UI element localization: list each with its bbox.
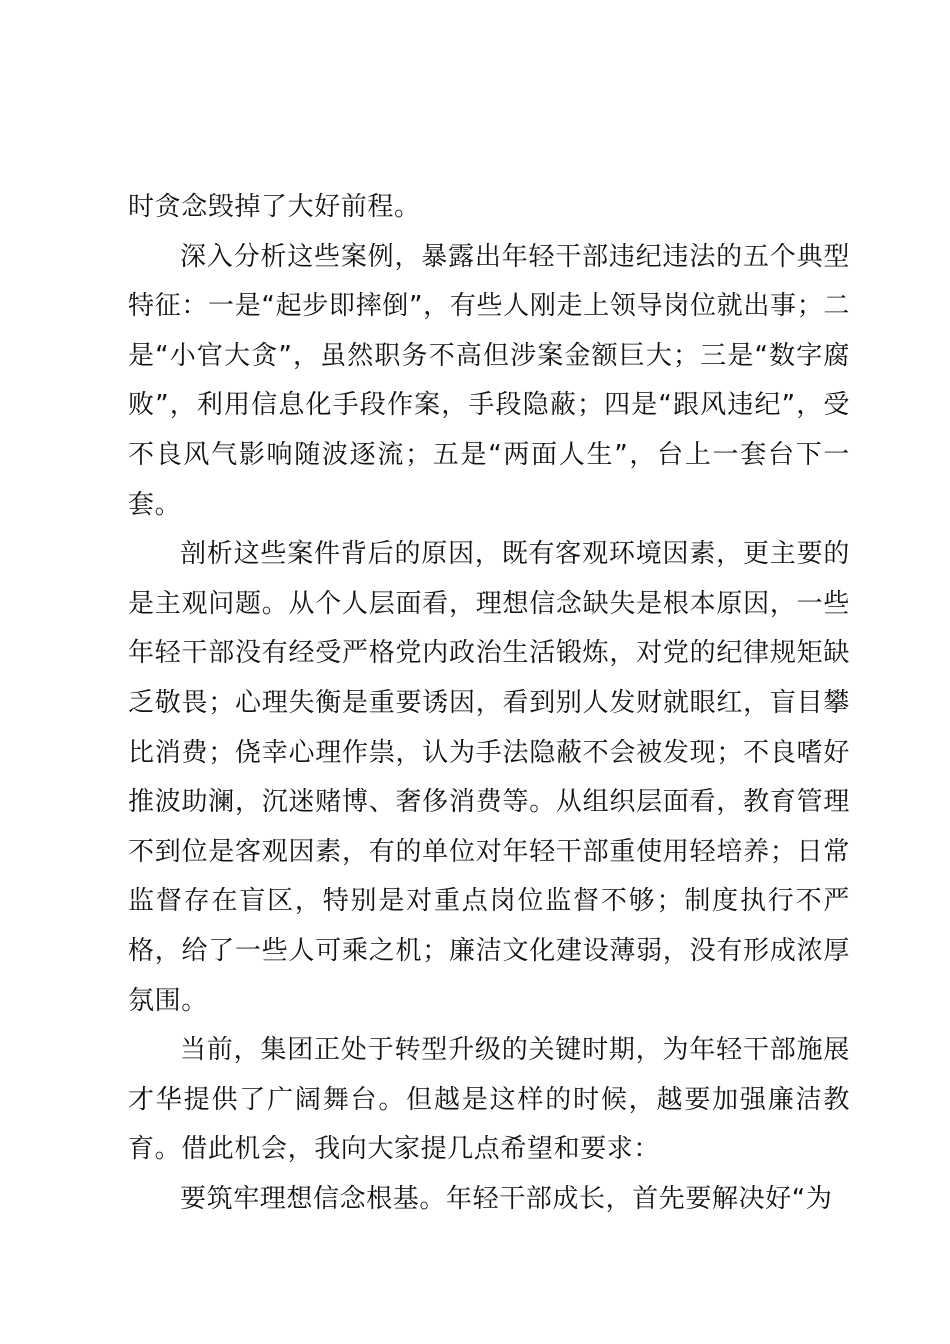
paragraph-case-features: 深入分析这些案例，暴露出年轻干部违纪违法的五个典型特征：一是“起步即摔倒”，有些人刚走上领导岗位就出事；二是“小官大贪”，虽然职务不高但涉案金额巨大；三是“数字腐败”，利用信息化手段作案，手段隐蔽；四是“跟风违纪”，受不良风气影响随波逐流；五是“两面人生”，台上一套台下一套。 (128, 241, 850, 520)
document-body (128, 183, 850, 1224)
paragraph-requirement-ideals: 要筑牢理想信念根基。年轻干部成长，首先要解决好“为 (180, 1183, 833, 1214)
paragraph-case-causes: 剖析这些案件背后的原因，既有客观环境因素，更主要的是主观问题。从个人层面看，理想信念缺失是根本原因，一些年轻干部没有经受严格党内政治生活锻炼，对党的纪律规矩缺乏敬畏；心理失衡是重要诱因，看到别人发财就眼红，盲目攀比消费；侥幸心理作祟，认为手法隐蔽不会被发现；不良嗜好推波助澜，沉迷赌博、奢侈消费等。从组织层面看，教育管理不到位是客观因素，有的单位对年轻干部重使用轻培养；日常监督存在盲区，特别是对重点岗位监督不够；制度执行不严格，给了一些人可乘之机；廉洁文化建设薄弱，没有形成浓厚氛围。 (128, 539, 850, 1016)
paragraph-continuation: 时贪念毁掉了大好前程。 (128, 192, 421, 222)
paragraph-current-situation: 当前，集团正处于转型升级的关键时期，为年轻干部施展才华提供了广阔舞台。但越是这样的时候，越要加强廉洁教育。借此机会，我向大家提几点希望和要求： (128, 1035, 850, 1165)
